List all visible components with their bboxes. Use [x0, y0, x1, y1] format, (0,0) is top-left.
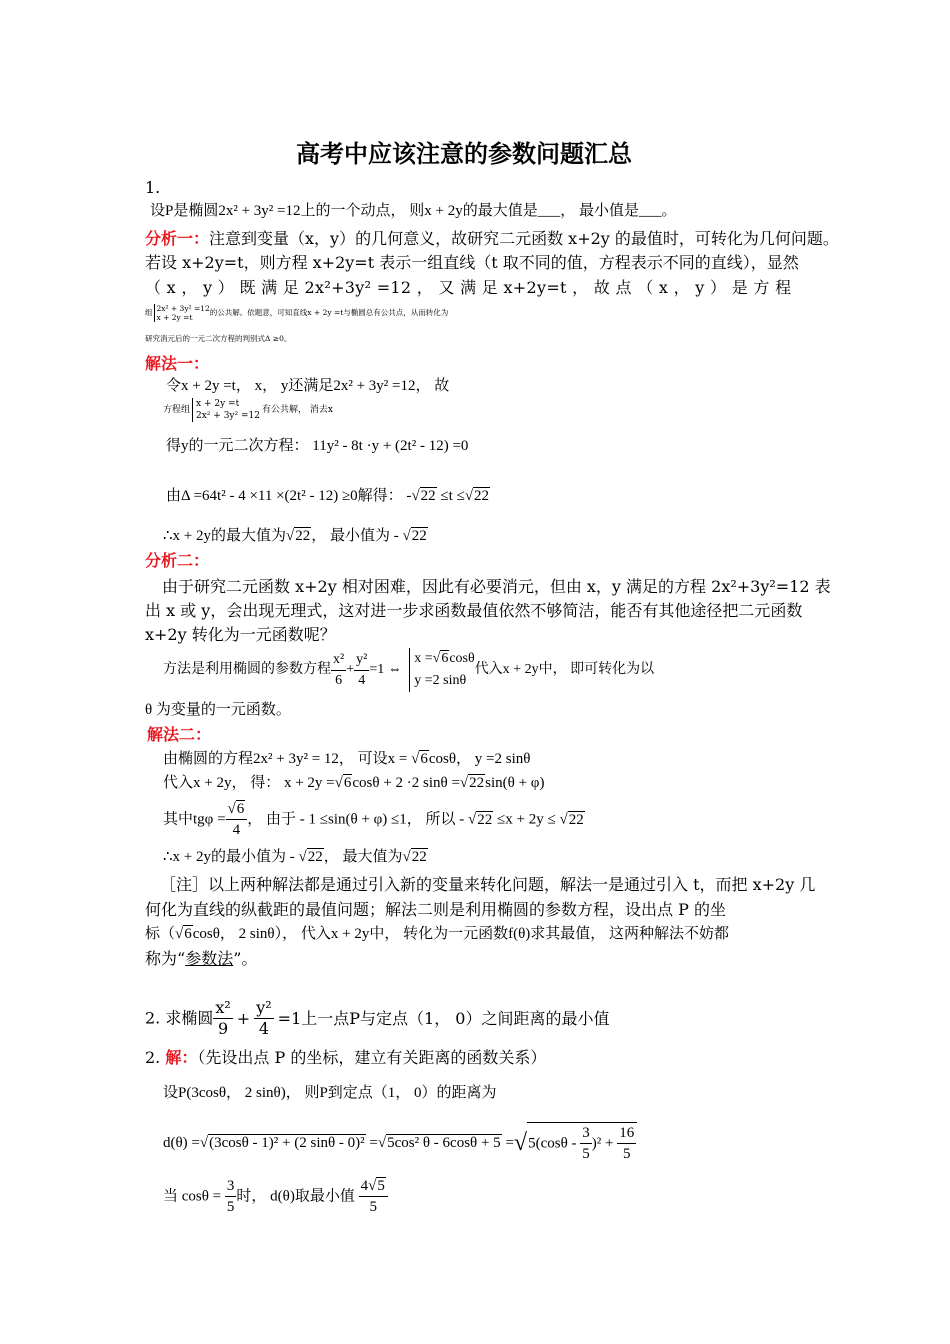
tiny-line: 研究消元后的一元二次方程的判别式Δ ≥0。: [145, 334, 292, 343]
question-two-line: [163, 1176, 388, 1217]
fraction: [213, 998, 232, 1039]
math-text: ， 最小值为 -: [311, 528, 399, 544]
numerator: 4√5: [359, 1176, 388, 1197]
radicand: 6: [441, 651, 449, 666]
solution-two-line: 代入x + 2y， 得： x + 2y =√6cosθ + 2 ·2 sinθ =√22sin(θ + φ): [163, 775, 545, 791]
param-eq2: y =2 sinθ: [414, 673, 467, 688]
tiny-eq2: x + 2y =t: [156, 313, 193, 322]
math-text: ， 最大值为: [323, 849, 403, 865]
question-two-solution-header: [145, 1048, 546, 1068]
analysis-two-label: 分析二：: [145, 551, 210, 570]
math-text: =1上一点P与定点（1， 0）之间距离的最小值: [277, 1008, 610, 1028]
denominator: 5: [369, 1199, 377, 1215]
math-text: 其中tgφ =: [163, 811, 226, 828]
radicand: 6: [420, 751, 428, 767]
math-text: ∴x + 2y的最大值为: [163, 528, 287, 544]
numerator: 3: [225, 1176, 237, 1197]
numerator: y²: [354, 650, 369, 671]
math-text: ”。: [233, 949, 258, 968]
solution-hint: （先设出点 P 的坐标，建立有关距离的函数关系）: [197, 1048, 547, 1067]
radicand: 6: [236, 801, 245, 817]
solution-one-line: ∴x + 2y的最大值为√22， 最小值为 - √22: [163, 528, 427, 544]
underlined-term: 参数法: [185, 949, 234, 968]
note-line: 何化为直线的纵截距的最值问题；解法二则是利用椭圆的参数方程，设出点 P 的坐: [145, 900, 726, 919]
math-text: cosθ + 2 ·2 sinθ =: [352, 775, 460, 791]
math-text: 5(cosθ -: [528, 1135, 577, 1152]
fraction: [225, 1176, 237, 1217]
page-title: 高考中应该注意的参数问题汇总: [296, 139, 632, 168]
radicand: [527, 1122, 637, 1164]
math-text: cosθ， y =2 sinθ: [428, 751, 531, 767]
radicand: 5: [377, 1178, 385, 1194]
analysis-line: 若设 x+2y=t，则方程 x+2y=t 表示一组直线（t 取不同的值，方程表示不同的直线），显然: [145, 253, 799, 272]
numerator: 3: [580, 1123, 592, 1144]
math-text: ， 由于 - 1 ≤sin(θ + φ) ≤1， 所以 -: [247, 811, 465, 828]
math-text: ≤t ≤: [440, 488, 465, 504]
radicand: 22: [568, 811, 584, 828]
solution-two-label: 解法二：: [147, 725, 212, 744]
math-text: 代入x + 2y中， 即可转化为以: [474, 662, 655, 677]
numerator: x²: [331, 650, 346, 671]
note-line: ［注］以上两种解法都是通过引入新的变量来转化问题，解法一是通过引入 t，而把 x+2y 几: [160, 875, 816, 894]
system-eq1: x + 2y =t: [196, 399, 240, 409]
math-text: +: [346, 662, 355, 677]
solution-two-line: 其中tgφ = $\frac{√6}{4}$ ， 由于 - 1 ≤sin(θ + φ) ≤1， 所以 - √22 ≤x + 2y ≤ √22: [163, 801, 584, 838]
denominator: 4: [358, 672, 366, 688]
math-text: =1 ⇔: [369, 662, 402, 677]
analysis-two-line: 出 x 或 y，会出现无理式，这对进一步求函数最值依然不够简洁，能否有其他途径把二元函数: [145, 601, 803, 620]
system-prefix: 方程组: [163, 405, 191, 415]
param-system: [409, 648, 474, 692]
math-text: x =: [414, 651, 433, 666]
solution-one-line: 令x + 2y =t， x， y还满足2x² + 3y² =12， 故: [166, 378, 450, 394]
radicand: 6: [343, 775, 352, 791]
analysis-one-label: 分析一：: [145, 229, 210, 248]
tiny-text: 的公共解。依题意，可知直线x + 2y =t与椭圆总有公共点，从而转化为: [209, 308, 449, 317]
math-text: sin(θ + φ): [485, 775, 545, 791]
radicand: 22: [295, 528, 311, 544]
analysis-one: [145, 229, 839, 249]
math-text: ≤x + 2y ≤: [497, 811, 556, 828]
fraction: [254, 998, 273, 1039]
analysis-line: （ x ， y ） 既 满 足 2x²+3y² =12 ， 又 满 足 x+2y=t ， 故 点 （ x ， y ） 是 方 程: [145, 278, 792, 297]
solution-one-line: 得y的一元二次方程： 11y² - 8t ·y + (2t² - 12) =0: [166, 438, 469, 454]
system-suffix: 有公共解， 消去x: [261, 405, 333, 415]
radicand: 22: [307, 849, 323, 865]
math-text: 当 cosθ =: [163, 1188, 222, 1205]
math-text: 由椭圆的方程2x² + 3y² = 12， 可设x =: [163, 751, 408, 767]
math-text: 代入x + 2y， 得： x + 2y =: [163, 775, 335, 791]
numerator: √6: [226, 799, 248, 820]
fraction: [580, 1123, 592, 1164]
question-two-line: 设P(3cosθ， 2 sinθ)， 则P到定点（1， 0）的距离为: [163, 1085, 497, 1101]
radicand: 5cos² θ - 6cosθ + 5: [387, 1135, 501, 1151]
denominator: 9: [217, 1019, 229, 1038]
radicand: 6: [184, 926, 192, 942]
denominator: 6: [335, 672, 343, 688]
solution-label: 解：: [165, 1048, 198, 1067]
math-text: 由Δ =64t² - 4 ×11 ×(2t² - 12) ≥0解得： -: [166, 488, 412, 504]
radicand: 22: [477, 811, 493, 828]
denominator: 4: [258, 1019, 270, 1038]
question-number: 1.: [145, 178, 161, 197]
denominator: 5: [622, 1146, 631, 1162]
radicand: 22: [420, 488, 436, 504]
numerator: y²: [256, 998, 272, 1017]
tiny-eq1: 2x² + 3y² =12: [156, 304, 210, 313]
math-text: +: [236, 1008, 251, 1028]
analysis-two-line: θ 为变量的一元函数。: [145, 702, 291, 718]
fraction: [226, 799, 248, 840]
analysis-two-line: x+2y 转化为一元函数呢？: [145, 625, 336, 644]
math-text: cosθ: [449, 651, 475, 666]
radicand: 22: [474, 488, 490, 504]
solution-one-label: 解法一：: [145, 354, 210, 373]
tiny-text: 组: [145, 308, 153, 317]
system-eq2: 2x² + 3y² =12: [196, 411, 260, 421]
question-two-line: d(θ) =√(3cosθ - 1)² + (2 sinθ - 0)² =√5cos² θ - 6cosθ + 5 =√5(cosθ - $\frac{3}{5}$ )² + $\frac{16}{5}$: [163, 1122, 637, 1164]
denominator: 4: [232, 822, 241, 838]
tiny-system-line: [145, 304, 448, 322]
math-text: ∴x + 2y的最小值为 -: [163, 849, 295, 865]
radicand: 22: [411, 849, 427, 865]
note-line: [145, 949, 257, 969]
solution-one-line: 由Δ =64t² - 4 ×11 ×(2t² - 12) ≥0解得： -√22 ≤t ≤√22: [166, 488, 490, 504]
denominator: 5: [226, 1199, 235, 1215]
question-stem: 设P是椭圆2x² + 3y² =12上的一个动点， 则x + 2y的最大值是___， 最小值是___。: [150, 203, 677, 219]
analysis-two-line: 由于研究二元函数 x+2y 相对困难，因此有必要消元，但由 x，y 满足的方程 2x²+3y²=12 表: [162, 577, 831, 596]
fraction: [331, 650, 346, 691]
math-text: 4: [360, 1178, 369, 1194]
math-text: 2. 求椭圆: [145, 1008, 214, 1028]
math-text: d(θ) =: [163, 1135, 200, 1151]
math-text: )² +: [591, 1135, 614, 1152]
radicand: 22: [469, 775, 485, 791]
math-text: 标（: [145, 926, 176, 942]
numerator: x²: [215, 998, 231, 1017]
note-line: 标（√6cosθ， 2 sinθ）， 代入x + 2y中， 转化为一元函数f(θ)求其最值， 这两种解法不妨都: [145, 926, 730, 942]
radicand: 22: [411, 528, 427, 544]
question-two-stem: [145, 998, 609, 1039]
math-text: 时， d(θ)取最小值: [236, 1188, 355, 1205]
math-text: 2.: [145, 1048, 161, 1067]
numerator: 16: [617, 1123, 636, 1144]
fraction: [617, 1123, 636, 1164]
solution-one-system: [163, 398, 333, 422]
math-text: 方法是利用椭圆的参数方程: [163, 662, 331, 677]
analysis-one-text: 注意到变量（x，y）的几何意义，故研究二元函数 x+2y 的最值时，可转化为几何问题。: [209, 229, 839, 248]
fraction: [359, 1176, 388, 1217]
parametric-method-line: [163, 648, 654, 692]
param-eq1: x =√6cosθ: [414, 651, 475, 666]
math-text: =: [505, 1135, 514, 1151]
radicand: (3cosθ - 1)² + (2 sinθ - 0)²: [209, 1135, 365, 1151]
math-text: 称为“: [145, 949, 186, 968]
math-text: cosθ， 2 sinθ）， 代入x + 2y中， 转化为一元函数f(θ)求其最值， 这两种解法不妨都: [192, 926, 730, 942]
solution-two-line: 由椭圆的方程2x² + 3y² = 12， 可设x = √6cosθ， y =2 sinθ: [163, 751, 531, 767]
fraction: [354, 650, 369, 691]
denominator: 5: [582, 1146, 590, 1162]
solution-two-line: ∴x + 2y的最小值为 - √22， 最大值为√22: [163, 849, 427, 865]
math-text: =: [369, 1135, 378, 1151]
